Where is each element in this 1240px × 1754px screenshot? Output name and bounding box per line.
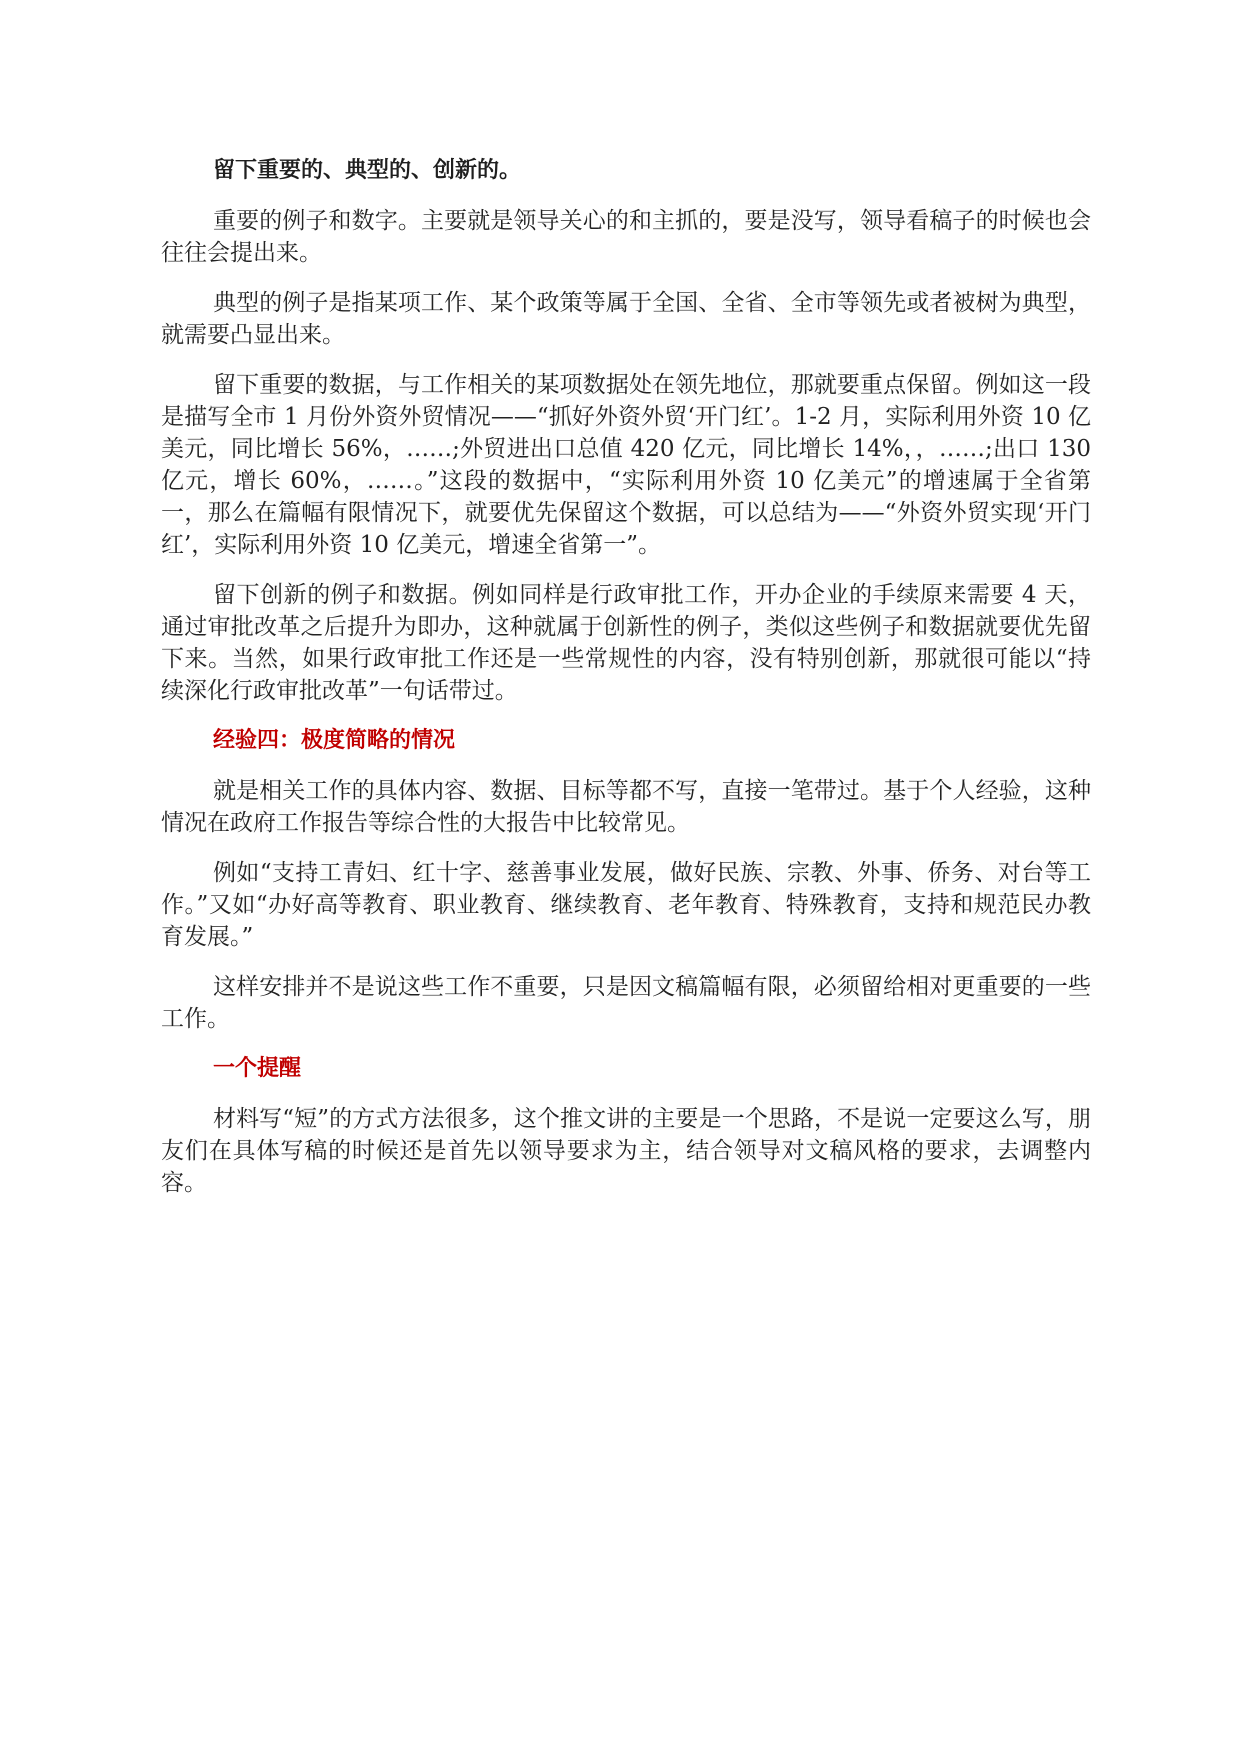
paragraph-important-data: 留下重要的数据，与工作相关的某项数据处在领先地位，那就要重点保留。例如这一段是描写全市 1 月份外资外贸情况——“抓好外资外贸‘开门红’。1-2 月，实际利用外资 10 亿美元，同比增长 56%，……;外贸进出口总值 420 亿元，同比增长 14%，，……;出口 130 亿元，增长 60%，……。”这段的数据中，“实际利用外资 10 亿美元”的增速属于全省第一，那么在篇幅有限情况下，就要优先保留这个数据，可以总结为——“外资外贸实现‘开门红’，实际利用外资 10 亿美元，增速全省第一”。 — [161, 372, 1091, 558]
section-heading-experience-four: 经验四：极度简略的情况 — [213, 728, 456, 753]
section-heading-retain: 留下重要的、典型的、创新的。 — [213, 158, 522, 183]
paragraph-brief-description: 就是相关工作的具体内容、数据、目标等都不写，直接一笔带过。基于个人经验，这种情况在政府工作报告等综合性的大报告中比较常见。 — [161, 778, 1091, 836]
paragraph-typical-examples: 典型的例子是指某项工作、某个政策等属于全国、全省、全市等领先或者被树为典型，就需要凸显出来。 — [161, 290, 1091, 348]
paragraph-brief-examples: 例如“支持工青妇、红十字、慈善事业发展，做好民族、宗教、外事、侨务、对台等工作。”又如“办好高等教育、职业教育、继续教育、老年教育、特殊教育，支持和规范民办教育发展。” — [161, 860, 1091, 950]
paragraph-brief-reason: 这样安排并不是说这些工作不重要，只是因文稿篇幅有限，必须留给相对更重要的一些工作。 — [161, 974, 1091, 1032]
document-body — [161, 155, 1091, 1217]
paragraph-innovative-examples: 留下创新的例子和数据。例如同样是行政审批工作，开办企业的手续原来需要 4 天，通过审批改革之后提升为即办，这种就属于创新性的例子，类似这些例子和数据就要优先留下来。当然，如果行政审批工作还是一些常规性的内容，没有特别创新，那就很可能以“持续深化行政审批改革”一句话带过。 — [161, 582, 1091, 704]
paragraph-important-examples: 重要的例子和数字。主要就是领导关心的和主抓的，要是没写，领导看稿子的时候也会往往会提出来。 — [161, 208, 1091, 266]
paragraph-reminder: 材料写“短”的方式方法很多，这个推文讲的主要是一个思路，不是说一定要这么写，朋友们在具体写稿的时候还是首先以领导要求为主，结合领导对文稿风格的要求，去调整内容。 — [161, 1106, 1091, 1196]
section-heading-reminder: 一个提醒 — [213, 1056, 302, 1081]
